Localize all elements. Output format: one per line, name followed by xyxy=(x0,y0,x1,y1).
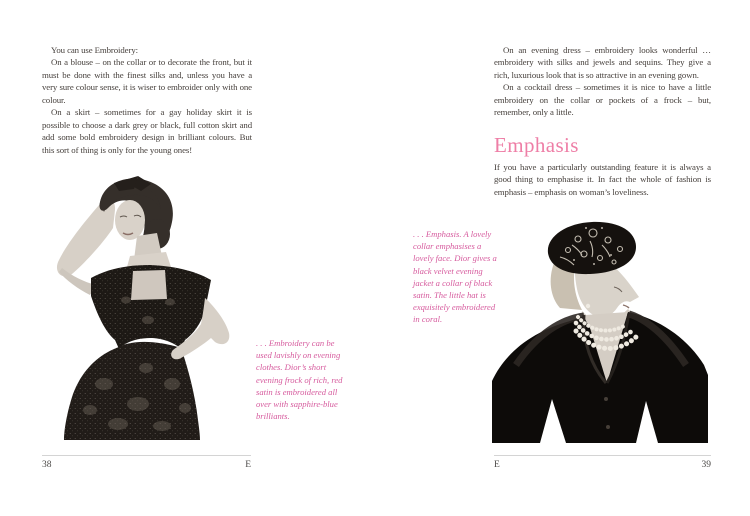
running-letter: E xyxy=(494,460,500,470)
paragraph: On a blouse – on the collar or to decorate the front, but it must be done with the finest silks and, unless you have a very sure colour sense, it is wiser to embroider only with one colour. xyxy=(42,57,252,105)
paragraph: On an evening dress – embroidery looks wonderful … embroidery with silks and jewels and sequins. They give a rich, luxurious look that is so attractive in an evening gown. xyxy=(494,45,711,80)
left-photo-caption: . . . Embroidery can be used lavishly on evening clothes. Dior’s short evening frock of rich, red satin is embroidered all over with sapphire-blue brilliants. xyxy=(256,338,343,422)
left-page-footer xyxy=(42,455,251,470)
paragraph: On a cocktail dress – sometimes it is nice to have a little embroidery on the collar or pockets of a frock – but, remember, only a little. xyxy=(494,82,711,118)
page-number: 39 xyxy=(701,460,711,470)
left-body-text xyxy=(42,44,252,156)
running-letter: E xyxy=(245,460,251,470)
page-number: 38 xyxy=(42,460,52,470)
section-heading-emphasis: Emphasis xyxy=(494,132,579,157)
paragraph: You can use Embroidery: xyxy=(51,45,138,55)
paragraph: If you have a particularly outstanding feature it is always a good thing to emphasise it. In fact the whole of fashion is emphasis – emphasis on woman’s loveliness. xyxy=(494,161,711,197)
paragraph: On a skirt – sometimes for a gay holiday skirt it is possible to choose a dark grey or black, full cotton skirt and add some bold embroidery design in brilliant colours. But this sort of thing is only for the young ones! xyxy=(42,107,252,155)
model-photo-embroidered-hat xyxy=(490,213,710,443)
jacket-button xyxy=(606,425,610,429)
model-photo-embroidered-dress xyxy=(54,172,244,444)
embroidered-dress-illustration xyxy=(54,172,244,444)
embroidered-hat-illustration xyxy=(490,213,710,443)
jacket-button xyxy=(604,397,608,401)
right-body-text xyxy=(494,44,711,198)
embroidered-hat xyxy=(548,222,636,274)
pearl-earring xyxy=(586,304,590,308)
right-photo-caption: . . . Emphasis. A lovely collar emphasises a lovely face. Dior gives a black velvet evening jacket a collar of black satin. The little hat is exquisitely embroidered in coral. xyxy=(413,229,497,325)
square-neckline xyxy=(131,270,167,300)
right-page-footer xyxy=(494,455,711,470)
